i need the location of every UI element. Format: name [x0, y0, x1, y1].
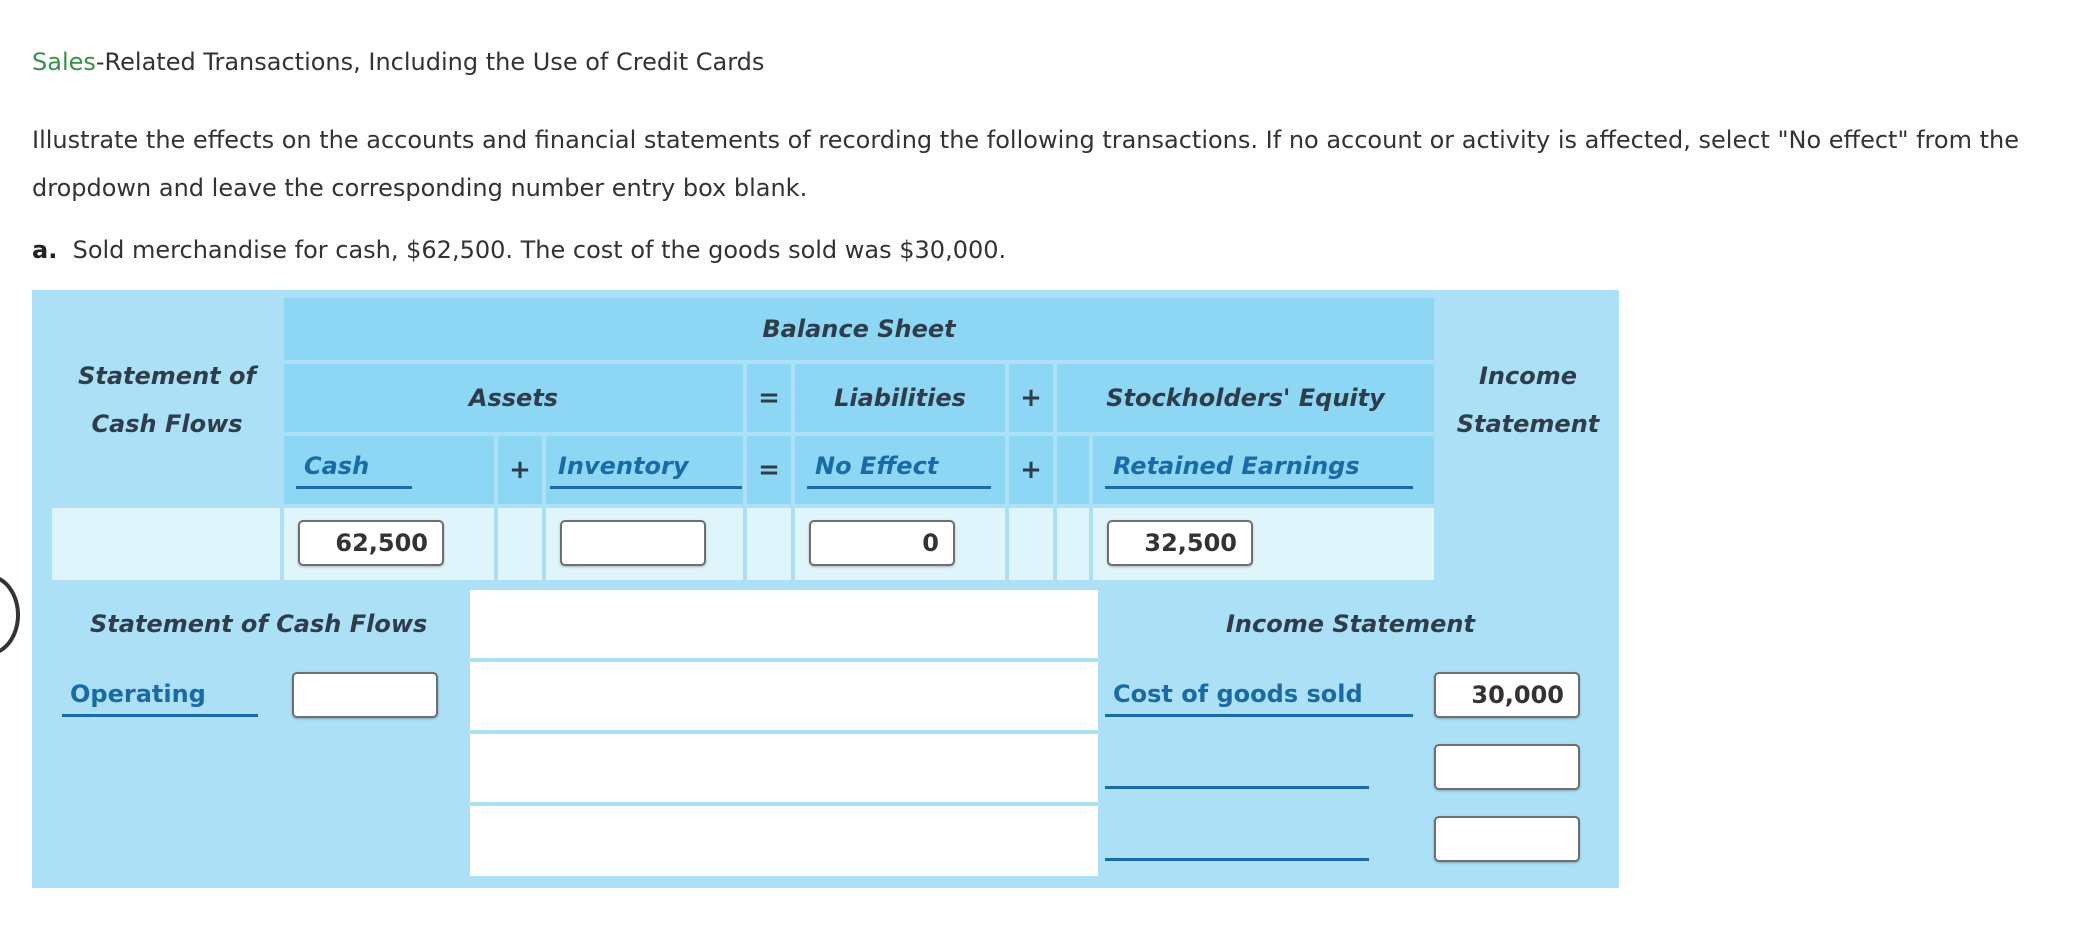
equals-sign: = — [747, 364, 791, 432]
plus-value-cell — [498, 508, 542, 580]
income-amount-input-1[interactable]: 30,000 — [1434, 672, 1580, 718]
scf-header-line1: Statement of — [78, 362, 256, 390]
equity-select[interactable]: Retained Earnings — [1105, 452, 1413, 489]
task-line — [32, 236, 1006, 264]
bottom-income-title: Income Statement — [1226, 610, 1475, 638]
cash-select[interactable]: Cash — [296, 452, 412, 489]
task-text: Sold merchandise for cash, $62,500. The cost of the goods sold was $30,000. — [72, 236, 1007, 264]
equity-col-header — [1093, 436, 1434, 504]
task-letter: a. — [32, 236, 58, 264]
scf-amount-input[interactable] — [292, 672, 438, 718]
row-plus-sign: + — [1009, 436, 1053, 504]
inventory-col-header — [546, 436, 743, 504]
income-amount-input-3[interactable] — [1434, 816, 1580, 862]
income-header-line2: Statement — [1456, 410, 1600, 438]
income-account-select-2[interactable] — [1105, 752, 1369, 789]
side-circle-icon — [0, 574, 20, 656]
spacer-value-cell — [1057, 508, 1089, 580]
cash-input[interactable]: 62,500 — [298, 520, 444, 566]
scf-value-cell — [52, 508, 280, 580]
middle-blank-row-2 — [470, 662, 1098, 730]
title-rest: -Related Transactions, Including the Use of Credit Cards — [95, 48, 765, 76]
liabilities-header: Liabilities — [795, 364, 1005, 432]
page-title — [32, 48, 764, 76]
scf-header — [32, 352, 302, 448]
scf-activity-select[interactable]: Operating — [62, 680, 258, 717]
liabilities-value-cell — [795, 508, 1005, 580]
inventory-input[interactable] — [560, 520, 706, 566]
balance-sheet-header: Balance Sheet — [284, 298, 1434, 360]
row-equals-sign: = — [747, 436, 791, 504]
assets-header: Assets — [284, 364, 743, 432]
title-highlight[interactable]: Sales — [32, 48, 96, 76]
stockholders-equity-header: Stockholders' Equity — [1057, 364, 1434, 432]
cash-col-header — [284, 436, 494, 504]
income-amount-input-2[interactable] — [1434, 744, 1580, 790]
plus2-value-cell — [1009, 508, 1053, 580]
plus-sign: + — [1009, 364, 1053, 432]
bottom-scf-title: Statement of Cash Flows — [90, 610, 428, 638]
equity-spacer-header — [1057, 436, 1089, 504]
income-account-select-1[interactable]: Cost of goods sold — [1105, 680, 1413, 717]
liabilities-select[interactable]: No Effect — [807, 452, 991, 489]
effects-table — [32, 290, 1619, 888]
scf-header-line2: Cash Flows — [91, 410, 243, 438]
inventory-select[interactable]: Inventory — [550, 452, 742, 489]
eq-value-cell — [747, 508, 791, 580]
assets-plus-sign: + — [498, 436, 542, 504]
cash-value-cell — [284, 508, 494, 580]
instructions: Illustrate the effects on the accounts and financial statements of recording the following transactions. If no account or activity is affected, select "No effect" from the dropdown and leave the corresponding number entry box blank. — [32, 126, 2019, 202]
middle-blank-row-3 — [470, 734, 1098, 802]
income-header-line1: Income — [1478, 362, 1577, 390]
liabilities-col-header — [795, 436, 1005, 504]
equity-value-cell — [1093, 508, 1434, 580]
income-account-select-3[interactable] — [1105, 824, 1369, 861]
middle-blank-row-1 — [470, 590, 1098, 658]
inventory-value-cell — [546, 508, 743, 580]
equity-input[interactable]: 32,500 — [1107, 520, 1253, 566]
income-header — [1437, 352, 1619, 448]
liabilities-input[interactable]: 0 — [809, 520, 955, 566]
middle-blank-row-4 — [470, 806, 1098, 876]
